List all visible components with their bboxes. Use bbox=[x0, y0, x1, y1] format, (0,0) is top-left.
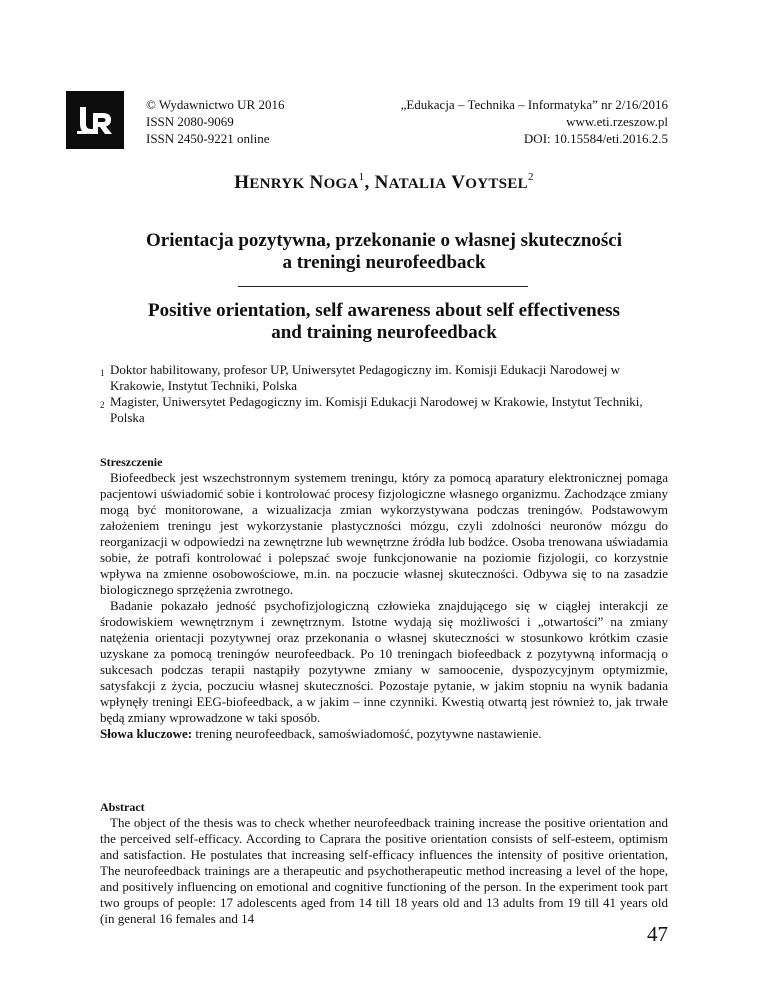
affiliation-1 bbox=[100, 362, 668, 394]
keywords-text: trening neurofeedback, samoświadomość, pozytywne nastawienie. bbox=[192, 726, 542, 741]
author1-sup: 1 bbox=[358, 171, 365, 183]
keywords bbox=[100, 726, 668, 742]
issn-print: ISSN 2080-9069 bbox=[146, 114, 234, 129]
header-right bbox=[401, 96, 668, 147]
author-separator: , bbox=[364, 172, 375, 193]
streszczenie-section bbox=[100, 454, 668, 742]
journal-title: „Edukacja – Technika – Informatyka” nr 2/16/2016 bbox=[400, 97, 668, 112]
author2-last-rest: OYTSEL bbox=[465, 176, 528, 192]
author2-sup: 2 bbox=[527, 171, 534, 183]
affiliation-2-text: Magister, Uniwersytet Pedagogiczny im. Komisji Edukacji Narodowej w Krakowie, Instytut Techniki, Polska bbox=[110, 394, 643, 425]
doi: DOI: 10.15584/eti.2016.2.5 bbox=[523, 131, 668, 146]
author2-first-rest: ATALIA bbox=[388, 176, 447, 192]
streszczenie-paragraph-2: Badanie pokazało jedność psychofizjologiczną człowieka znajdującego się w ciągłej interakcji ze środowiskiem wewnętrznym i zewnętrznym. Istotne wydają się możliwości i „otwartości” na zmiany natężenia orientacji pozytywnej oraz przekonania o własnej skuteczności w stosunkowo krótkim czasie uzyskane za pomocą treningów neurofeedback. Po 10 treningach biofeedback z pozytywną informacją o sukcesach podczas terapii nastąpiły pozytywne zmiany w samoocenie, dyspozycyjnym optymizmie, satysfakcji z życia, poczuciu własnej skuteczności. Pozostaje pytanie, w jakim stopniu na wynik badania wpłynęły treningi EEG-biofeedback, a w jakim – inne czynniki. Kwestią otwartą jest również to, jak trwałe będą zmiany wprowadzone w taki sposób. bbox=[100, 598, 668, 725]
abstract-heading: Abstract bbox=[100, 800, 145, 814]
author2-first-initial: N bbox=[374, 172, 389, 193]
author1-first-rest: ENRYK bbox=[249, 176, 305, 192]
streszczenie-heading: Streszczenie bbox=[100, 455, 163, 469]
title-polish-line2: a treningi neurofeedback bbox=[282, 252, 486, 273]
page-number: 47 bbox=[647, 922, 668, 946]
streszczenie-paragraph-1: Biofeedbeck jest wszechstronnym systemem treningu, który za pomocą aparatury elektronicznej pomaga pacjentowi uświadomić sobie i kontrolować procesy fizjologiczne własnego organizmu. Zachodzące zmiany mogą być monitorowane, a wizualizacja zmian wykorzystywana podczas treningów. Podstawowym założeniem treningu jest wykorzystanie plastyczności mózgu, czyli zdolności neuronów mózgu do reorganizacji w odpowiedzi na zewnętrzne lub wewnętrzne źródła lub bodźce. Osoba trenowana uświadamia sobie, że potrafi kontrolować i polepszać swoje funkcjonowanie na poziomie fizjologii, co korzystnie wpływa na zmienne osobowościowe, m.in. na poczucie własnej skuteczności. Odbywa się to na zasadzie biologicznego sprzężenia zwrotnego. bbox=[100, 470, 668, 597]
journal-website: www.eti.rzeszow.pl bbox=[566, 114, 668, 129]
authors bbox=[0, 172, 768, 194]
keywords-label: Słowa kluczowe: bbox=[100, 726, 193, 741]
title-english-line1: Positive orientation, self awareness about self effectiveness bbox=[148, 300, 620, 321]
author2-last-initial: V bbox=[451, 172, 466, 193]
title-english-line2: and training neurofeedback bbox=[271, 322, 497, 343]
affiliation-1-text: Doktor habilitowany, profesor UP, Uniwersytet Pedagogiczny im. Komisji Edukacji Narodowej w Krakowie, Instytut Techniki, Polska bbox=[110, 362, 621, 393]
author1-last-rest: OGA bbox=[323, 176, 359, 192]
ur-logo-mark bbox=[66, 91, 124, 149]
issn-online: ISSN 2450-9221 online bbox=[146, 131, 270, 146]
title-english bbox=[0, 300, 768, 344]
affiliations bbox=[100, 362, 668, 426]
affiliation-1-sup: 1 bbox=[100, 368, 105, 378]
header-left bbox=[146, 96, 284, 147]
author1-first-initial: H bbox=[234, 172, 250, 193]
affiliation-2 bbox=[100, 394, 668, 426]
title-polish-line1: Orientacja pozytywna, przekonanie o własnej skuteczności bbox=[145, 230, 623, 251]
ur-logo bbox=[66, 91, 124, 149]
title-divider bbox=[238, 286, 528, 287]
publisher: © Wydawnictwo UR 2016 bbox=[146, 97, 285, 112]
abstract-section bbox=[100, 799, 668, 927]
abstract-paragraph-1: The object of the thesis was to check whether neurofeedback training increase the positive orientation and the perceived self-efficacy. According to Caprara the positive orientation consists of self-esteem, optimism and satisfaction. He postulates that increasing self-efficacy influences the intensity of positive orientation, The neurofeedback trainings are a therapeutic and psychotherapeutic method increasing a level of the hope, and positively influencing on emotional and cognitive functioning of the person. In the experiment took part two groups of people: 17 adolescents aged from 14 till 18 years old and 13 adults from 19 till 41 years old (in general 16 females and 14 bbox=[100, 815, 668, 926]
title-polish bbox=[0, 230, 768, 274]
author1-last-initial: N bbox=[309, 172, 324, 193]
affiliation-2-sup: 2 bbox=[100, 400, 105, 410]
